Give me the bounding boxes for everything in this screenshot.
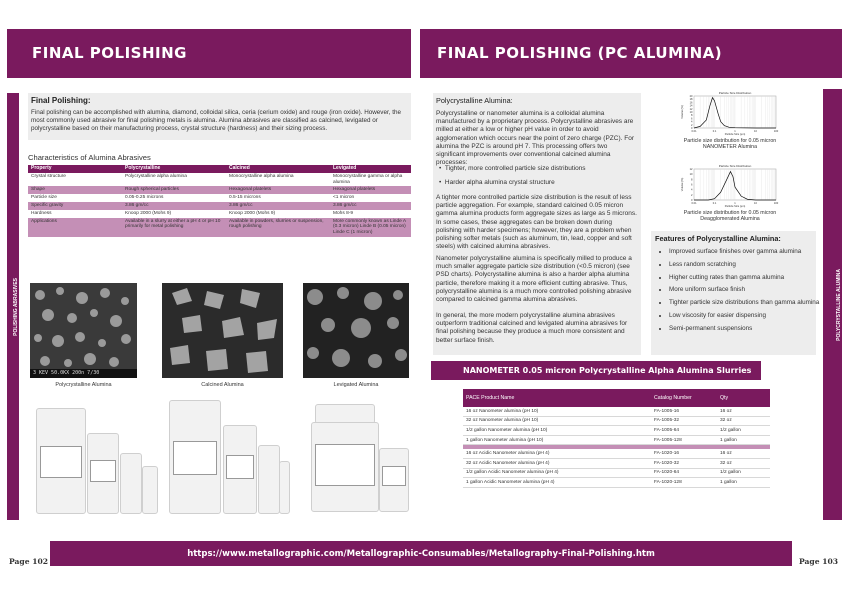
sem-texture-levigated: [303, 283, 409, 378]
chart-ytick-label: 0: [691, 127, 693, 130]
catalog-number: FA-1020-128: [651, 478, 717, 488]
left-side-tab: [7, 93, 19, 520]
product-qty: 1/2 gallon: [717, 468, 770, 478]
product-header-cell: Catalog Number: [651, 389, 717, 407]
footer-url-link[interactable]: https://www.metallographic.com/Metallographic-Consumables/Metallography-Final-Polishing.htm: [187, 549, 655, 559]
chart-ytick-label: 8: [691, 114, 693, 118]
table-cell: Shape: [28, 186, 122, 194]
left-page-title: FINAL POLISHING: [32, 44, 187, 62]
product-name: 1 gallon Acidic Nanometer alumina (pH 4): [463, 478, 651, 488]
table-row: [463, 468, 770, 478]
pc-bullet-1-text: Tighter, more controlled particle size distributions: [444, 165, 586, 172]
table-cell: Available in a slurry at either a pH 4 or pH 10 primarily for metal polishing: [122, 218, 226, 237]
table-row: [28, 218, 411, 237]
table-row: [463, 478, 770, 488]
product-name: 1/2 gallon Nanometer alumina (pH 10): [463, 426, 651, 436]
psd-chart-1: [680, 89, 780, 137]
catalog-number: FA-1020-64: [651, 468, 717, 478]
chart-ytick-label: 20: [689, 95, 693, 98]
features-item: • More uniform surface finish: [669, 286, 829, 293]
chart-ytick-label: 14: [689, 104, 693, 108]
table-row: [463, 407, 770, 416]
table-cell: Available in powders, slurries or suspension, rough polishing: [226, 218, 330, 237]
table-cell: Monocrystalline alpha alumina: [229, 173, 294, 179]
page-number-left: Page 102: [9, 557, 49, 566]
sem-caption-calcined: Calcined Alumina: [201, 382, 244, 388]
chart-ylabel: Volume (%): [681, 177, 684, 192]
product-qty: 32 oz: [717, 416, 770, 426]
table-cell: Hardness: [31, 210, 52, 216]
pc-bullet-2-text: Harder alpha alumina crystal structure: [444, 179, 555, 186]
features-item: • Less random scratching: [669, 261, 829, 268]
chart-ytick-label: 2: [691, 193, 693, 197]
catalog-number: FA-1005-64: [651, 426, 717, 436]
chart-xtick-label: 1: [734, 202, 736, 205]
table-row: [463, 435, 770, 445]
table-cell: Particle size: [31, 195, 57, 201]
product-photo-jars: [305, 396, 409, 516]
pc-bullet-2: • Harder alpha alumina crystal structure: [439, 179, 555, 186]
chart-xtick-label: 10: [754, 202, 757, 205]
table-cell: Knoop 2000 (Mohs 9): [125, 210, 172, 216]
psd-chart-2: [680, 162, 780, 209]
sem-image-levigated: [303, 283, 409, 378]
chart-xtick-label: 100: [773, 202, 779, 205]
chart-ytick-label: 2: [691, 123, 693, 127]
pc-paragraph-4: In general, the more modern polycrystalline alumina abrasives outperform traditional calcined and levigated alumina abrasives for final polishing because they produce a much more consistent and better surface finish.: [436, 312, 628, 344]
chart-xlabel: Particle Size (µm): [724, 133, 746, 136]
chart-ytick-label: 6: [691, 183, 693, 187]
pc-bullet-1: • Tighter, more controlled particle size distributions: [439, 165, 586, 172]
product-qty: 1 gallon: [717, 478, 770, 488]
product-name: 32 oz Nanometer alumina (pH 10): [463, 416, 651, 426]
sem-image-calcined: [162, 283, 283, 378]
table-row: [28, 186, 411, 194]
table-cell: Specific gravity: [28, 202, 122, 210]
pc-paragraph-1: Polycrystalline or nanometer alumina is a colloidal alumina manufactured by a proprietary process. Polycrystalline abrasives are milled at either a low or higher pH value in order to avoid agglomeration which occurs near the point of zero charge (PZC). For alumina the PZC is around pH 7. This processing offers two significant improvements over conventional calcined alumina processes:: [436, 110, 634, 167]
chart-xtick-label: 0.1: [712, 202, 717, 205]
table-cell: 0.05-0.25 microns: [125, 195, 164, 201]
product-qty: 1 gallon: [717, 435, 770, 445]
right-side-tab-label: POLYCRYSTALLINE ALUMINA: [836, 268, 842, 341]
chart-ytick-label: 10: [689, 173, 693, 177]
table-cell: Rough spherical particles: [122, 186, 226, 194]
product-header-cell: Qty: [717, 389, 770, 407]
pc-paragraph-2: A tighter more controlled particle size distribution is the result of less particle aggregation. For example, standard calcined 0.05 micron gamma alumina products form aggregate sizes as large as 5 microns. In some cases, these aggregates can be broken down during polishing with harder specimens; however, they are a problem when polishing softer metals (such as aluminum, tin, lead, copper and soft steels) with calcined alumina abrasives.: [436, 194, 637, 251]
chart-ytick-label: 10: [689, 111, 693, 114]
product-name: 32 oz Acidic Nanometer alumina (pH 4): [463, 458, 651, 468]
chart-xtick-label: 1: [734, 130, 736, 133]
table-cell: More commonly known as Linde A (0.3 micron) Linde B (0.05 micron) Linde C (1 micron): [330, 218, 411, 237]
right-page-title: FINAL POLISHING (PC ALUMINA): [437, 44, 723, 62]
chart-xtick-label: 10: [754, 130, 757, 133]
chart-title: Particle Size Distribution: [718, 91, 752, 95]
sem-caption-levigated: Levigated Alumina: [333, 382, 379, 388]
table-cell: <1 micron: [333, 195, 355, 201]
product-qty: 1/2 gallon: [717, 426, 770, 436]
table-row: [463, 449, 770, 458]
psd-chart-1-caption: Particle size distribution for 0.05 micron NANOMETER Alumina: [683, 138, 777, 151]
product-name: 1/2 gallon Acidic Nanometer alumina (pH 4): [463, 468, 651, 478]
table-row: [463, 416, 770, 426]
table-cell: Knoop 2000 (Mohs 9): [229, 210, 276, 216]
chart-ytick-label: 6: [691, 117, 693, 121]
slurry-product-table: [463, 389, 770, 488]
pc-column-title: Polycrystalline Alumina:: [436, 96, 513, 105]
product-header-row: [463, 389, 770, 407]
chart-ytick-label: 0: [691, 199, 693, 202]
chart-xlabel: Particle Size (µm): [724, 205, 746, 208]
features-item: • Higher cutting rates than gamma alumina: [669, 274, 829, 281]
table-row: [28, 210, 411, 218]
chart-ytick-label: 4: [691, 120, 693, 124]
chart-xtick-label: 0.1: [712, 130, 717, 133]
table-header-cell: Property: [28, 165, 122, 173]
psd-chart-1-svg: [680, 89, 780, 137]
psd-chart-2-caption: Particle size distribution for 0.05 micron Deagglomerated Alumina: [683, 210, 777, 223]
polycrystalline-text-box: [433, 93, 641, 355]
table-cell: Crystal structure: [31, 173, 66, 179]
table-cell: Applications: [28, 218, 122, 237]
table-row: [28, 173, 411, 187]
left-side-tab-label: POLISHING ABRASIVES: [13, 277, 19, 336]
features-title: Features of Polycrystalline Alumina:: [655, 234, 781, 243]
intro-title: Final Polishing:: [31, 96, 91, 105]
product-name: 16 oz Nanometer alumina (pH 10): [463, 407, 651, 416]
table-header-cell: Levigated: [330, 165, 411, 173]
chart-ylabel: Volume (%): [681, 105, 684, 119]
chart-ytick-label: 12: [689, 168, 693, 171]
page-number-right: Page 103: [799, 557, 839, 566]
features-item: • Improved surface finishes over gamma alumina: [669, 248, 829, 255]
chart-xtick-label: 0.01: [691, 130, 697, 133]
product-photo-bottles-1: [32, 398, 157, 516]
chart-ytick-label: 8: [691, 178, 693, 182]
catalog-number: FA-1020-32: [651, 458, 717, 468]
product-qty: 16 oz: [717, 449, 770, 458]
table-row: [463, 458, 770, 468]
product-qty: 32 oz: [717, 458, 770, 468]
table-row: [463, 426, 770, 436]
table-row: [28, 202, 411, 210]
chart-ytick-label: 4: [691, 188, 693, 192]
features-box: [651, 231, 820, 355]
table-cell: Hexagonal platelets: [226, 186, 330, 194]
catalog-number: FA-1005-16: [651, 407, 717, 416]
features-item: • Low viscosity for easier dispensing: [669, 312, 829, 319]
sem-texture-polycrystalline: [30, 283, 137, 378]
sem-image-polycrystalline: [30, 283, 137, 378]
sem-caption-polycrystalline: Polycrystalline Alumina: [55, 382, 112, 388]
features-list: [651, 248, 829, 338]
intro-box: [28, 93, 411, 140]
chart-ytick-label: 12: [689, 107, 693, 111]
pc-paragraph-3: Nanometer polycrystalline alumina is specifically milled to produce a much smaller aggregate particle size distribution (<0.5 micron) (see PSD charts). Polycrystalline alumina is also a harder alpha alumina particle, therefore making it a more efficient cutting abrasive. Thus, polycrystalline alumina is a much more controlled polishing abrasive compared to calcined gamma alumina abrasives.: [436, 255, 632, 304]
sem-texture-calcined: [162, 283, 283, 378]
intro-text: Final polishing can be accomplished with alumina, diamond, colloidal silica, ceria (cerium oxide) and rouge (iron oxide). However, the most commonly used abrasive for final polishing metals is alumina. Alumina abrasives are classified as calcined, levigated or polycrystalline based on their manufacturing process, crystal structure (hardness) and their sizing process.: [31, 109, 401, 133]
catalog-number: FA-1005-128: [651, 435, 717, 445]
product-photo-bottles-2: [163, 395, 288, 516]
chart-xtick-label: 100: [773, 130, 779, 133]
table-cell: 3.86 gm/cc: [122, 202, 226, 210]
product-qty: 16 oz: [717, 407, 770, 416]
table-cell: Hexagonal platelets: [330, 186, 411, 194]
table-cell: Polycrystalline alpha alumina: [125, 173, 187, 179]
table-cell: 0.5-15 microns: [229, 195, 261, 201]
table-cell: Monocrystalline gamma or alpha alumina: [333, 173, 403, 185]
abrasive-properties-table: [28, 165, 411, 237]
slurry-title: NANOMETER 0.05 micron Polycrystalline Alpha Alumina Slurries: [463, 366, 752, 375]
table-cell: 3.86 gm/cc: [226, 202, 330, 210]
table-cell: 3.86 gm/cc: [330, 202, 411, 210]
table-cell: Mohs 8-9: [333, 210, 353, 216]
catalog-number: FA-1005-32: [651, 416, 717, 426]
catalog-number: FA-1020-16: [651, 449, 717, 458]
table-header-cell: Polycrystalline: [122, 165, 226, 173]
table-header-row: [28, 165, 411, 173]
product-name: 16 oz Acidic Nanometer alumina (pH 4): [463, 449, 651, 458]
chart-ytick-label: 16: [689, 101, 693, 105]
chart-ytick-label: 18: [689, 98, 693, 102]
product-name: 1 gallon Nanometer alumina (pH 10): [463, 435, 651, 445]
features-item: • Tighter particle size distributions than gamma alumina: [669, 299, 829, 306]
product-header-cell: PACE Product Name: [463, 389, 651, 407]
chart-title: Particle Size Distribution: [718, 164, 752, 168]
table-row: [28, 194, 411, 202]
table-header-cell: Calcined: [226, 165, 330, 173]
sem-overlay-text: 3 KEV 50.0KX 200n 7/30: [33, 370, 100, 376]
abrasive-table-title: Characteristics of Alumina Abrasives: [28, 153, 151, 162]
features-item: • Semi-permanent suspensions: [669, 325, 829, 332]
chart-xtick-label: 0.01: [691, 202, 697, 205]
psd-chart-2-svg: [680, 162, 780, 209]
